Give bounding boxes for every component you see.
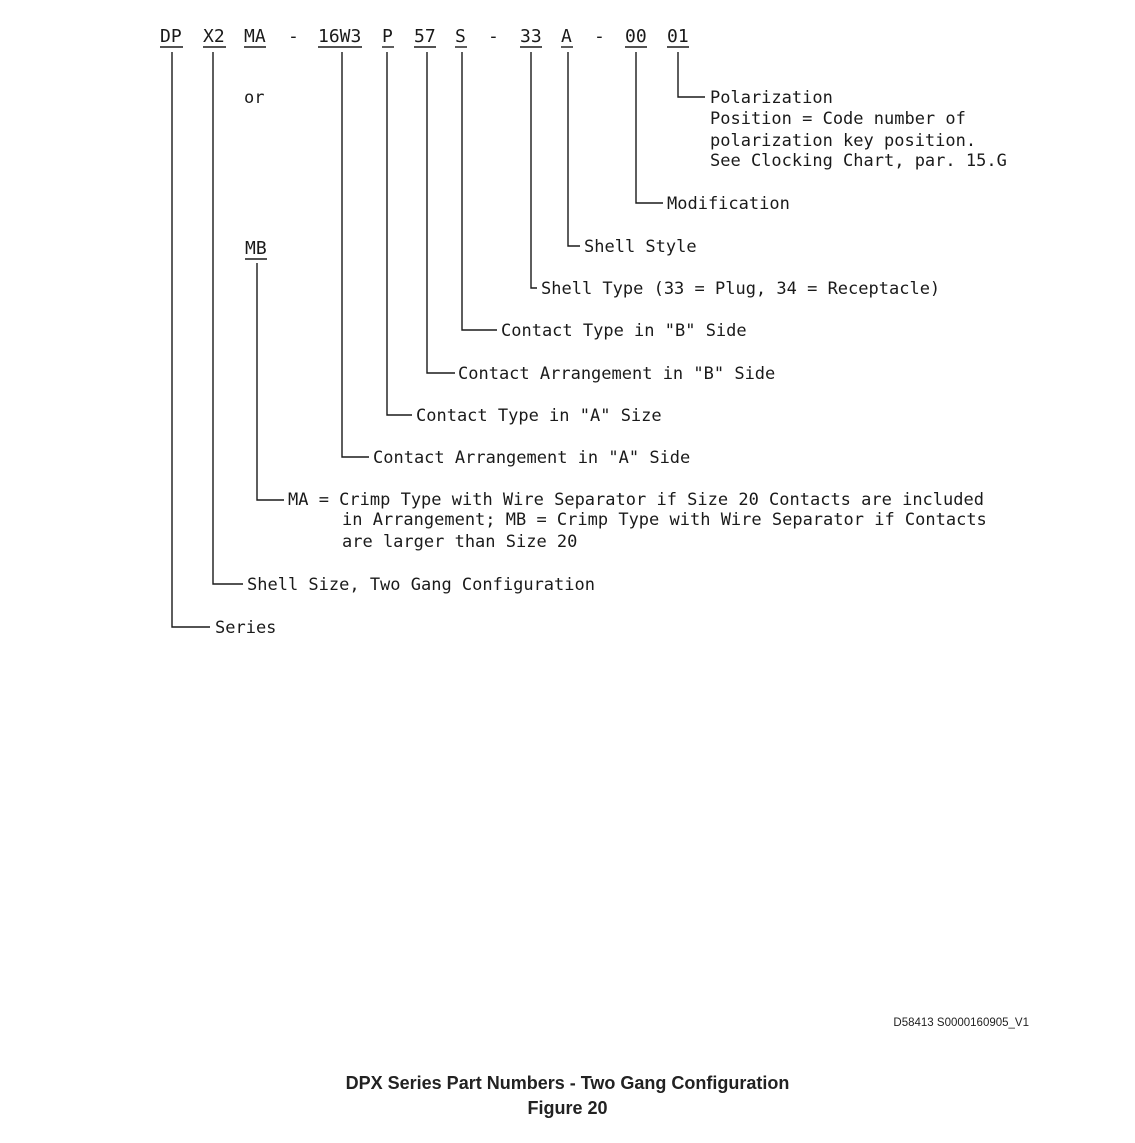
- callout-shell-type: Shell Type (33 = Plug, 34 = Receptacle): [541, 279, 941, 299]
- segment-ma: MA: [244, 26, 266, 47]
- segment-dash-1: -: [288, 26, 299, 47]
- callout-polarization-line-4: See Clocking Chart, par. 15.G: [710, 151, 1007, 171]
- callout-shell-size: Shell Size, Two Gang Configuration: [247, 575, 595, 595]
- segment-a: A: [561, 26, 572, 47]
- callout-ma-mb-line-2: in Arrangement; MB = Crimp Type with Wire Separator if Contacts: [342, 510, 987, 530]
- callout-polarization-line-3: polarization key position.: [710, 131, 977, 151]
- segment-s: S: [455, 26, 466, 47]
- alt-mb-code: MB: [245, 238, 267, 259]
- callout-contact-arrangement-a: Contact Arrangement in "A" Side: [373, 448, 691, 468]
- leader-contact-arrangement-b: [427, 52, 455, 373]
- leader-shell-size: [213, 52, 243, 584]
- segment-x2: X2: [203, 26, 225, 47]
- segment-01: 01: [667, 26, 689, 47]
- segment-dash-3: -: [594, 26, 605, 47]
- callout-modification: Modification: [667, 194, 790, 214]
- segment-16w3: 16W3: [318, 26, 362, 47]
- leader-contact-type-a: [387, 52, 412, 415]
- callout-ma-mb-line-3: are larger than Size 20: [342, 532, 578, 552]
- leader-shell-style: [568, 52, 580, 246]
- segment-dp: DP: [160, 26, 182, 47]
- leader-series: [172, 52, 210, 627]
- leader-shell-type: [531, 52, 537, 288]
- segment-00: 00: [625, 26, 647, 47]
- callouts: [215, 88, 1007, 638]
- leader-contact-arrangement-a: [342, 52, 369, 457]
- leader-ma-mb: [257, 263, 284, 500]
- segment-57: 57: [414, 26, 436, 47]
- leader-modification: [636, 52, 663, 203]
- callout-ma-mb-line-1: MA = Crimp Type with Wire Separator if Size 20 Contacts are included: [288, 490, 984, 510]
- callout-polarization-line-2: Position = Code number of: [710, 109, 966, 129]
- callout-shell-style: Shell Style: [584, 237, 697, 257]
- segment-p: P: [382, 26, 393, 47]
- segment-dash-2: -: [488, 26, 499, 47]
- figure-number: Figure 20: [527, 1098, 608, 1118]
- leader-polarization: [678, 52, 705, 97]
- callout-contact-type-b: Contact Type in "B" Side: [501, 321, 747, 341]
- callout-contact-type-a: Contact Type in "A" Size: [416, 406, 662, 426]
- leader-contact-type-b: [462, 52, 497, 330]
- alt-or-label: or: [244, 88, 265, 108]
- figure-title: DPX Series Part Numbers - Two Gang Configuration: [345, 1073, 790, 1093]
- callout-series: Series: [215, 618, 277, 638]
- callout-contact-arrangement-b: Contact Arrangement in "B" Side: [458, 364, 776, 384]
- segment-33: 33: [520, 26, 542, 47]
- part-number-code: [160, 26, 689, 47]
- callout-polarization-line-1: Polarization: [710, 88, 833, 108]
- document-id: D58413 S0000160905_V1: [893, 1017, 1029, 1029]
